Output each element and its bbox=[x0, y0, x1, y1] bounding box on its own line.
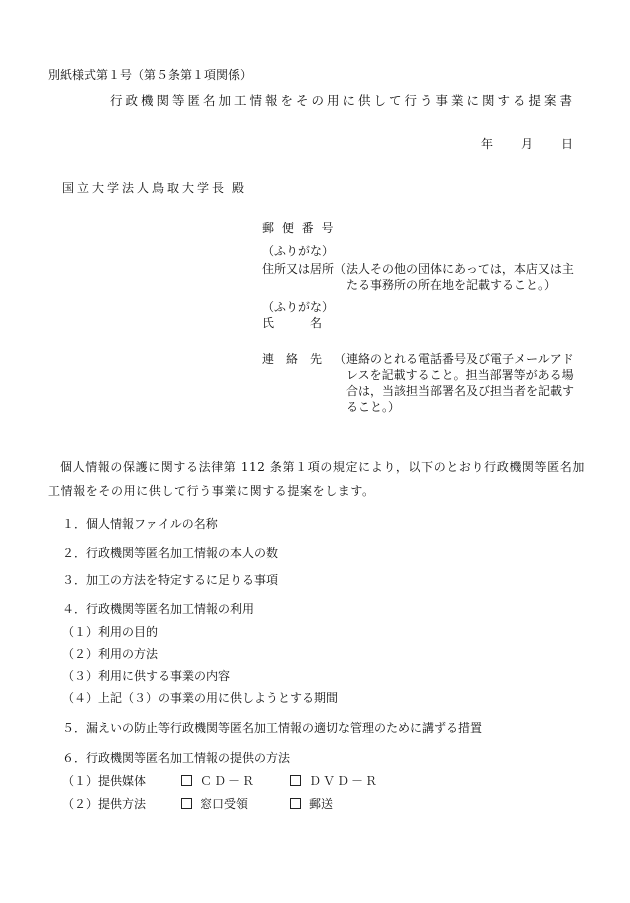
form-number: 別紙様式第１号（第５条第１項関係） bbox=[48, 68, 253, 82]
item-5: ５．漏えいの防止等行政機関等匿名加工情報の適切な管理のために講ずる措置 bbox=[62, 721, 483, 735]
option-dvd-r[interactable] bbox=[290, 773, 379, 789]
item-4-2: （２）利用の方法 bbox=[62, 647, 159, 661]
option-dvd-r-label: ＤＶＤ－Ｒ bbox=[309, 774, 380, 788]
address-note: （法人その他の団体にあっては，本店又は主たる事務所の所在地を記載すること。） bbox=[334, 262, 574, 292]
address-label: 住所又は居所 bbox=[262, 262, 335, 276]
date-month: 月 bbox=[521, 137, 534, 151]
item-6-1: （１）提供媒体 bbox=[62, 774, 147, 788]
checkbox-icon[interactable] bbox=[290, 798, 301, 809]
item-4-4: （４）上記（３）の事業の用に供しようとする期間 bbox=[62, 691, 339, 705]
addressee-name: 国立大学法人鳥取大学長 bbox=[62, 181, 228, 195]
option-mail-label: 郵送 bbox=[309, 797, 334, 811]
item-4-1: （１）利用の目的 bbox=[62, 625, 159, 639]
option-counter-pickup-label: 窓口受領 bbox=[200, 797, 249, 811]
body-paragraph: 個人情報の保護に関する法律第 112 条第１項の規定により，以下のとおり行政機関等匿名加工情報をその用に供して行う事業に関する提案をします。 bbox=[48, 460, 585, 498]
item-4: ４．行政機関等匿名加工情報の利用 bbox=[62, 602, 255, 616]
item-4-3: （３）利用に供する事業の内容 bbox=[62, 669, 231, 683]
name-label: 氏 名 bbox=[262, 316, 323, 330]
option-cd-r[interactable] bbox=[181, 773, 256, 789]
contact-note: （連絡のとれる電話番号及び電子メールアドレスを記載すること。担当部署等がある場合は，当該担当部署名及び担当者を記載すること。） bbox=[334, 352, 575, 414]
item-2: ２．行政機関等匿名加工情報の本人の数 bbox=[62, 546, 279, 560]
document-title: 行政機関等匿名加工情報をその用に供して行う事業に関する提案書 bbox=[110, 93, 576, 108]
checkbox-icon[interactable] bbox=[181, 775, 192, 786]
checkbox-icon[interactable] bbox=[181, 798, 192, 809]
postal-code-label: 郵 便 番 号 bbox=[262, 221, 336, 235]
option-cd-r-label: ＣＤ－Ｒ bbox=[200, 774, 257, 788]
furigana-label-name: （ふりがな） bbox=[262, 300, 335, 314]
checkbox-icon[interactable] bbox=[290, 775, 301, 786]
furigana-label: （ふりがな） bbox=[262, 244, 335, 258]
item-6-2: （２）提供方法 bbox=[62, 797, 147, 811]
option-mail[interactable] bbox=[290, 796, 333, 812]
item-3: ３．加工の方法を特定するに足りる事項 bbox=[62, 573, 279, 587]
item-6: ６．行政機関等匿名加工情報の提供の方法 bbox=[62, 751, 291, 765]
date-year: 年 bbox=[481, 137, 494, 151]
addressee-honorific: 殿 bbox=[232, 181, 245, 195]
option-counter-pickup[interactable] bbox=[181, 796, 248, 812]
item-1: １．個人情報ファイルの名称 bbox=[62, 517, 218, 531]
date-day: 日 bbox=[561, 137, 574, 151]
contact-label: 連 絡 先 bbox=[262, 352, 323, 366]
